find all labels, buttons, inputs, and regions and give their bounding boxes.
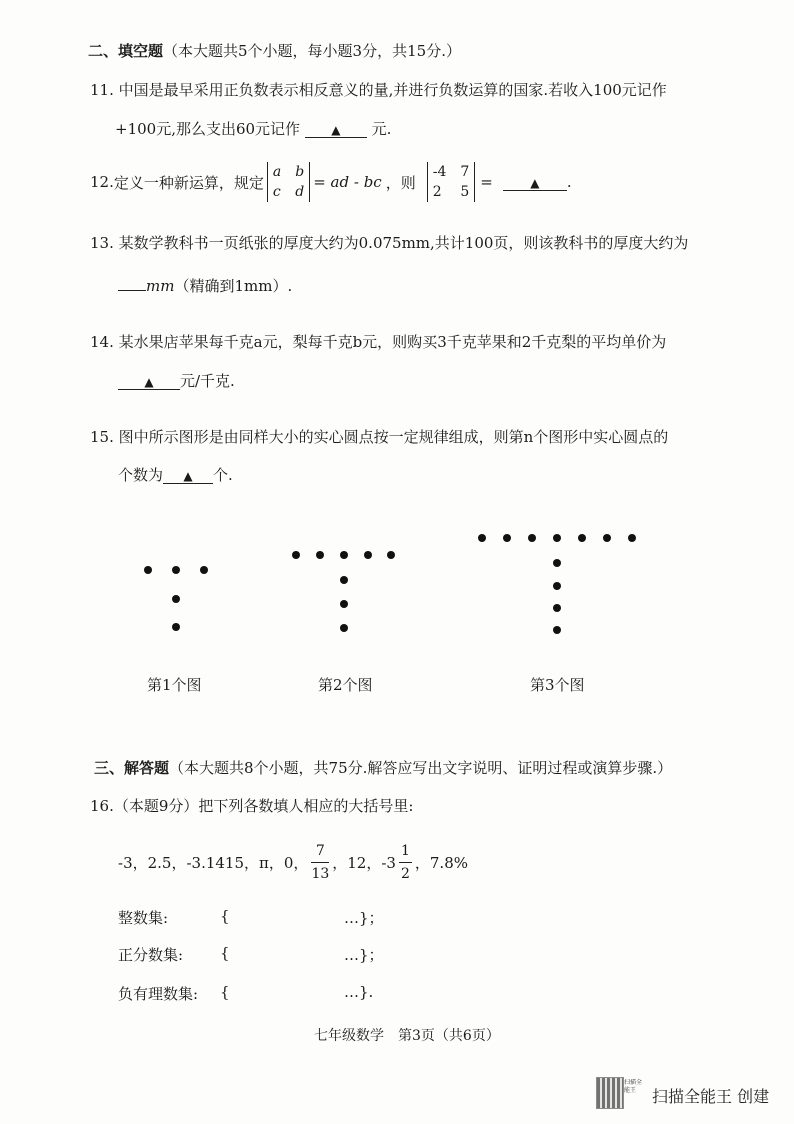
q16-numbers-3: ，7.8% (414, 854, 468, 872)
figure-2-dot (340, 551, 348, 559)
set-label-positive-fractions: 正分数集: (118, 946, 184, 964)
q12-text-1: 定义一种新运算，规定 (113, 173, 264, 192)
q14-number: 14. (90, 333, 114, 351)
q15-line1 (90, 426, 668, 447)
watermark-logo-text: 扫描全能王 (624, 1079, 643, 1094)
det-d: d (295, 184, 305, 200)
q15-text-3: 个. (213, 466, 233, 484)
q16-numbers-2: ，12，-3 (332, 854, 396, 872)
set-label-negative-rationals: 负有理数集: (118, 985, 199, 1003)
triangle-marker-icon: ▲ (183, 469, 193, 483)
figure-2-dot (316, 551, 324, 559)
qr-code-icon (596, 1077, 624, 1109)
figure-1-dot (172, 595, 180, 603)
figure-1-dot (144, 566, 152, 574)
q16-number: 16. (90, 797, 114, 815)
figure-2-dot (340, 624, 348, 632)
q16-numbers-1: -3，2.5，-3.1415，π，0， (118, 854, 309, 872)
section-3-note: （本大题共8个小题，共75分.解答应写出文字说明、证明过程或演算步骤.） (169, 759, 673, 777)
set-close-brace: …}. (344, 983, 374, 1001)
q12-definition-result: = ad - bc (313, 173, 382, 191)
det-a: a (272, 164, 282, 180)
q11-answer-blank (305, 120, 367, 138)
section-2-note: （本大题共5个小题，每小题3分，共15分.） (163, 42, 461, 60)
q14-text-1: 某水果店苹果每千克a元，梨每千克b元，则购买3千克苹果和2千克梨的平均单价为 (118, 333, 667, 351)
figure-3-dot (553, 559, 561, 567)
figure-2-dot (340, 576, 348, 584)
q12-definition-determinant (267, 162, 310, 202)
figure-3-dot (553, 534, 561, 542)
triangle-marker-icon: ▲ (144, 375, 154, 389)
q11-text-1: 中国是最早采用正负数表示相反意义的量,并进行负数运算的国家.若收入100元记作 (118, 81, 667, 99)
q13-unit: mm (146, 277, 175, 295)
q13-number: 13. (90, 234, 114, 252)
det-m12: 7 (460, 164, 470, 180)
q14-line1 (90, 331, 666, 352)
set-close-brace: …}； (344, 909, 384, 927)
figure-3-dot (628, 534, 636, 542)
q13-text-2: （精确到1mm）. (174, 277, 293, 295)
q15-answer-blank (163, 466, 213, 484)
section-3-heading (94, 757, 672, 778)
det-m11: -4 (432, 164, 447, 180)
set-label-integers: 整数集: (118, 909, 169, 927)
det-b: b (295, 164, 305, 180)
fraction-denominator: 13 (311, 866, 330, 882)
figure-3-dot (578, 534, 586, 542)
q15-line2 (118, 464, 233, 485)
mixed-fraction (399, 840, 412, 885)
q16-head (90, 795, 413, 816)
q14-line2 (118, 370, 235, 391)
scanner-watermark: 扫描全能王 创建 (652, 1087, 770, 1106)
figure-2-caption: 第2个图 (318, 676, 373, 694)
figure-2-dot (364, 551, 372, 559)
section-2-heading (88, 40, 461, 61)
q11-line1 (90, 79, 667, 100)
set-open-brace: { (220, 983, 230, 1001)
q12-number: 12. (90, 173, 114, 191)
figure-3-dot (603, 534, 611, 542)
triangle-marker-icon: ▲ (331, 123, 341, 137)
q14-text-2: 元/千克. (180, 372, 235, 390)
q13-answer-blank (118, 273, 146, 291)
q15-number: 15. (90, 428, 114, 446)
figure-1-dot (172, 623, 180, 631)
q12-question-determinant (427, 162, 476, 202)
figure-3-dot (503, 534, 511, 542)
q15-text-2: 个数为 (118, 466, 164, 484)
q11-line2 (115, 118, 391, 139)
q12-answer-blank (503, 173, 567, 191)
section-3-title: 三、解答题 (94, 759, 170, 777)
q15-text-1: 图中所示图形是由同样大小的实心圆点按一定规律组成，则第n个图形中实心圆点的 (118, 428, 669, 446)
figure-1-dot (200, 566, 208, 574)
q11-text-2: +100元,那么支出60元记作 (115, 120, 301, 138)
q12-period: . (566, 173, 572, 191)
q16-text: （本题9分）把下列各数填人相应的大括号里: (113, 797, 414, 815)
fraction-7-13 (311, 840, 329, 885)
set-open-brace: { (220, 907, 230, 925)
set-close-brace: …}； (344, 946, 384, 964)
figure-3-dot (553, 582, 561, 590)
det-c: c (272, 184, 281, 200)
figure-1-dot (172, 566, 180, 574)
figure-2-dot (387, 551, 395, 559)
q16-numbers (118, 840, 468, 885)
figure-3-caption: 第3个图 (530, 676, 585, 694)
figure-3-dot (528, 534, 536, 542)
q12-equals: = (480, 173, 493, 191)
q11-text-3: 元. (371, 120, 392, 138)
set-open-brace: { (220, 944, 230, 962)
figure-2-dot (292, 551, 300, 559)
figure-3-dot (553, 604, 561, 612)
page-footer: 七年级数学 第3页（共6页） (314, 1028, 500, 1044)
fraction-numerator: 7 (311, 840, 329, 863)
fraction-numerator: 1 (399, 840, 412, 863)
det-m21: 2 (432, 184, 442, 200)
triangle-marker-icon: ▲ (530, 176, 540, 190)
q12-line (90, 162, 572, 202)
q13-line2 (118, 273, 292, 296)
fraction-denominator: 2 (400, 866, 410, 882)
figure-1-caption: 第1个图 (147, 676, 202, 694)
figure-3-dot (553, 626, 561, 634)
q11-number: 11. (90, 81, 114, 99)
figure-2-dot (340, 600, 348, 608)
q14-answer-blank (118, 372, 180, 390)
figure-3-dot (478, 534, 486, 542)
section-2-title: 二、填空题 (88, 42, 164, 60)
q13-text-1: 某数学教科书一页纸张的厚度大约为0.075mm,共计100页，则该教科书的厚度大约为 (118, 234, 689, 252)
det-m22: 5 (460, 184, 470, 200)
q13-line1 (90, 232, 688, 253)
q12-text-2: ，则 (385, 173, 416, 192)
